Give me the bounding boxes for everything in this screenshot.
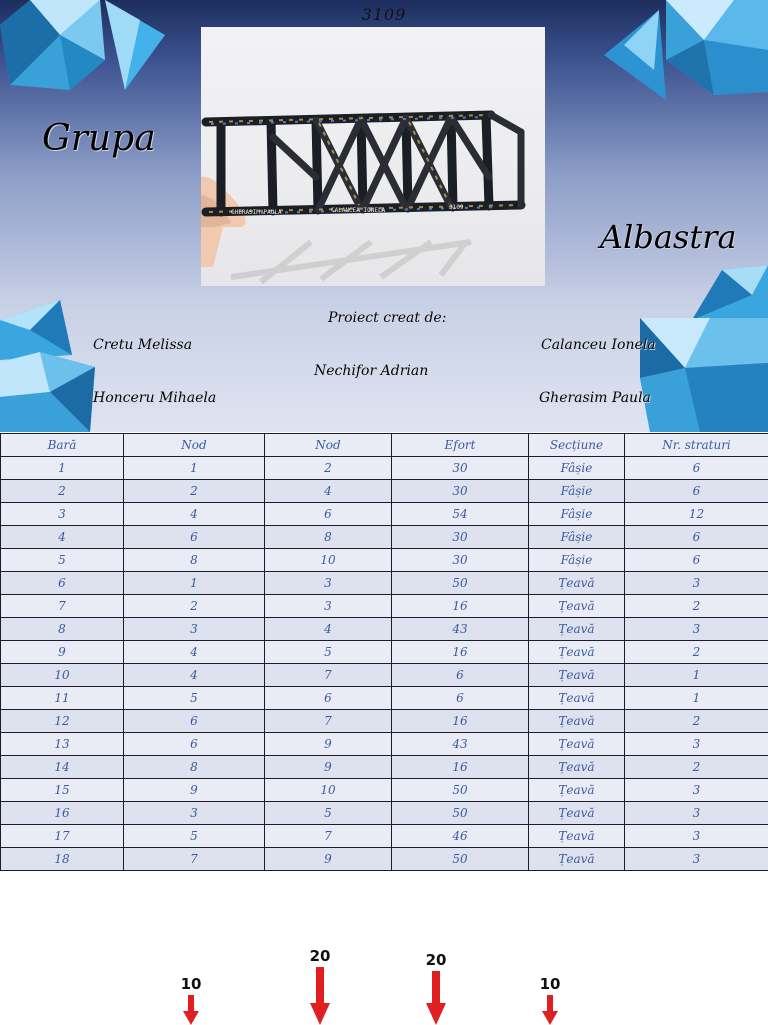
load-value: 20 <box>300 947 340 965</box>
diamond-gem-bottom-right <box>640 318 768 432</box>
table-row <box>1 779 768 802</box>
table-cell: 4 <box>1 526 124 549</box>
table-cell: Fâșie <box>529 457 625 480</box>
table-cell: Țeavă <box>529 779 625 802</box>
table-row <box>1 480 768 503</box>
table-cell: 30 <box>392 480 529 503</box>
load-value: 20 <box>416 951 456 969</box>
table-cell: Țeavă <box>529 825 625 848</box>
column-header: Bară <box>1 434 124 457</box>
author-nechifor: Nechifor Adrian <box>314 363 428 379</box>
table-cell: 9 <box>265 733 392 756</box>
table-cell: 4 <box>124 503 265 526</box>
group-code: 3109 <box>0 5 768 24</box>
table-cell: Țeavă <box>529 733 625 756</box>
table-cell: 16 <box>392 641 529 664</box>
table-cell: 6 <box>625 549 768 572</box>
table-cell: 17 <box>1 825 124 848</box>
table-cell: 16 <box>1 802 124 825</box>
table-body <box>1 457 768 871</box>
table-cell: 2 <box>124 595 265 618</box>
load-1 <box>171 975 211 1025</box>
table-row <box>1 549 768 572</box>
diamond-gem-bottom-left <box>0 352 95 432</box>
down-arrow-icon <box>310 967 330 1025</box>
bridge-model-photo <box>201 27 545 286</box>
table-cell: 3 <box>124 802 265 825</box>
column-header: Efort <box>392 434 529 457</box>
table-cell: 8 <box>124 549 265 572</box>
table-cell: Țeavă <box>529 641 625 664</box>
loads-diagram <box>0 940 768 1024</box>
table-cell: 15 <box>1 779 124 802</box>
table-cell: 16 <box>392 756 529 779</box>
table-cell: 3 <box>625 848 768 871</box>
photo-label-1: GHERASIM PAULA <box>231 209 282 216</box>
table-cell: 6 <box>265 687 392 710</box>
table-cell: 6 <box>625 457 768 480</box>
table-cell: 5 <box>124 687 265 710</box>
table-cell: 50 <box>392 802 529 825</box>
author-cretu: Cretu Melissa <box>93 337 192 353</box>
down-arrow-icon <box>542 995 558 1025</box>
diamond-gem-right-mid <box>692 265 768 320</box>
cover-header <box>0 0 768 432</box>
photo-label-2: CALANCEA IONELA <box>331 207 386 214</box>
table-row <box>1 457 768 480</box>
table-cell: 1 <box>124 572 265 595</box>
table-cell: 5 <box>1 549 124 572</box>
table-cell: 9 <box>265 848 392 871</box>
table-cell: 3 <box>625 618 768 641</box>
table-cell: 13 <box>1 733 124 756</box>
table-cell: Țeavă <box>529 595 625 618</box>
table-cell: 30 <box>392 549 529 572</box>
table-cell: Fâșie <box>529 549 625 572</box>
table-row <box>1 641 768 664</box>
table-cell: 12 <box>1 710 124 733</box>
credit-label: Proiect creat de: <box>328 310 446 326</box>
table-cell: 3 <box>265 572 392 595</box>
diamond-gem-left-mid <box>0 300 72 360</box>
table-cell: 2 <box>625 710 768 733</box>
table-cell: 6 <box>392 664 529 687</box>
table-cell: 1 <box>124 457 265 480</box>
table-cell: 6 <box>392 687 529 710</box>
table-cell: 6 <box>625 480 768 503</box>
table-cell: Fâșie <box>529 526 625 549</box>
table-cell: Țeavă <box>529 802 625 825</box>
column-header: Nr. straturi <box>625 434 768 457</box>
column-header: Nod <box>124 434 265 457</box>
table-cell: 5 <box>124 825 265 848</box>
table-row <box>1 664 768 687</box>
table-cell: 1 <box>1 457 124 480</box>
table-header-row <box>1 434 768 457</box>
table-cell: 6 <box>124 526 265 549</box>
table-cell: 4 <box>124 664 265 687</box>
table-cell: 6 <box>124 710 265 733</box>
table-cell: 6 <box>124 733 265 756</box>
table-cell: 7 <box>265 710 392 733</box>
table-cell: 4 <box>265 618 392 641</box>
table-cell: 3 <box>265 595 392 618</box>
table-cell: 2 <box>1 480 124 503</box>
table-cell: 11 <box>1 687 124 710</box>
table-cell: 30 <box>392 457 529 480</box>
table-cell: 3 <box>625 779 768 802</box>
table-cell: 4 <box>124 641 265 664</box>
table-row <box>1 825 768 848</box>
title-grupa: Grupa <box>42 118 156 159</box>
table-cell: 7 <box>265 825 392 848</box>
table-cell: 3 <box>625 825 768 848</box>
table-cell: 3 <box>625 733 768 756</box>
table-cell: 8 <box>265 526 392 549</box>
table-cell: 8 <box>124 756 265 779</box>
table-cell: Țeavă <box>529 848 625 871</box>
table-cell: 8 <box>1 618 124 641</box>
table-cell: 5 <box>265 802 392 825</box>
table-row <box>1 503 768 526</box>
table-cell: 50 <box>392 848 529 871</box>
table-cell: 2 <box>625 756 768 779</box>
table-cell: 43 <box>392 618 529 641</box>
table-cell: 3 <box>625 572 768 595</box>
table-cell: 7 <box>124 848 265 871</box>
table-row <box>1 710 768 733</box>
table-cell: 6 <box>625 526 768 549</box>
table-cell: 50 <box>392 572 529 595</box>
load-2 <box>300 947 340 1025</box>
table-cell: 7 <box>265 664 392 687</box>
table-row <box>1 802 768 825</box>
column-header: Secțiune <box>529 434 625 457</box>
table-cell: 9 <box>124 779 265 802</box>
table-cell: Țeavă <box>529 618 625 641</box>
table-cell: 9 <box>1 641 124 664</box>
table-cell: Țeavă <box>529 710 625 733</box>
table-cell: 12 <box>625 503 768 526</box>
table-cell: 3 <box>1 503 124 526</box>
table-row <box>1 756 768 779</box>
table-cell: 18 <box>1 848 124 871</box>
table-cell: 54 <box>392 503 529 526</box>
table-cell: 4 <box>265 480 392 503</box>
table-row <box>1 595 768 618</box>
table-cell: 1 <box>625 687 768 710</box>
table-cell: 2 <box>124 480 265 503</box>
table-cell: 2 <box>265 457 392 480</box>
photo-label-3: 3109 <box>449 204 464 211</box>
table-cell: 10 <box>265 779 392 802</box>
table-cell: Țeavă <box>529 687 625 710</box>
table-row <box>1 848 768 871</box>
table-cell: Țeavă <box>529 572 625 595</box>
table-cell: 50 <box>392 779 529 802</box>
table-cell: 16 <box>392 595 529 618</box>
table-cell: 6 <box>265 503 392 526</box>
table-cell: 9 <box>265 756 392 779</box>
table-row <box>1 572 768 595</box>
table-cell: 10 <box>1 664 124 687</box>
table-cell: 3 <box>625 802 768 825</box>
table-cell: 16 <box>392 710 529 733</box>
load-4 <box>530 975 570 1025</box>
table-cell: 3 <box>124 618 265 641</box>
table-cell: 6 <box>1 572 124 595</box>
down-arrow-icon <box>183 995 199 1025</box>
load-value: 10 <box>171 975 211 993</box>
load-3 <box>416 951 456 1025</box>
table-cell: 7 <box>1 595 124 618</box>
author-calanceu: Calanceu Ionela <box>541 337 656 353</box>
table-cell: 43 <box>392 733 529 756</box>
table-row <box>1 618 768 641</box>
table-cell: 46 <box>392 825 529 848</box>
table-cell: 2 <box>625 595 768 618</box>
table-row <box>1 687 768 710</box>
table-cell: 10 <box>265 549 392 572</box>
table-cell: 5 <box>265 641 392 664</box>
table-cell: Fâșie <box>529 480 625 503</box>
down-arrow-icon <box>426 971 446 1025</box>
table-cell: 30 <box>392 526 529 549</box>
table-cell: Țeavă <box>529 664 625 687</box>
title-albastra: Albastra <box>600 218 737 256</box>
table-row <box>1 733 768 756</box>
column-header: Nod <box>265 434 392 457</box>
truss-members-table <box>0 433 768 871</box>
table-cell: Fâșie <box>529 503 625 526</box>
table-cell: 2 <box>625 641 768 664</box>
table-row <box>1 526 768 549</box>
table-cell: Țeavă <box>529 756 625 779</box>
table-cell: 1 <box>625 664 768 687</box>
author-honceru: Honceru Mihaela <box>93 390 216 406</box>
author-gherasim: Gherasim Paula <box>539 390 651 406</box>
table-cell: 14 <box>1 756 124 779</box>
load-value: 10 <box>530 975 570 993</box>
